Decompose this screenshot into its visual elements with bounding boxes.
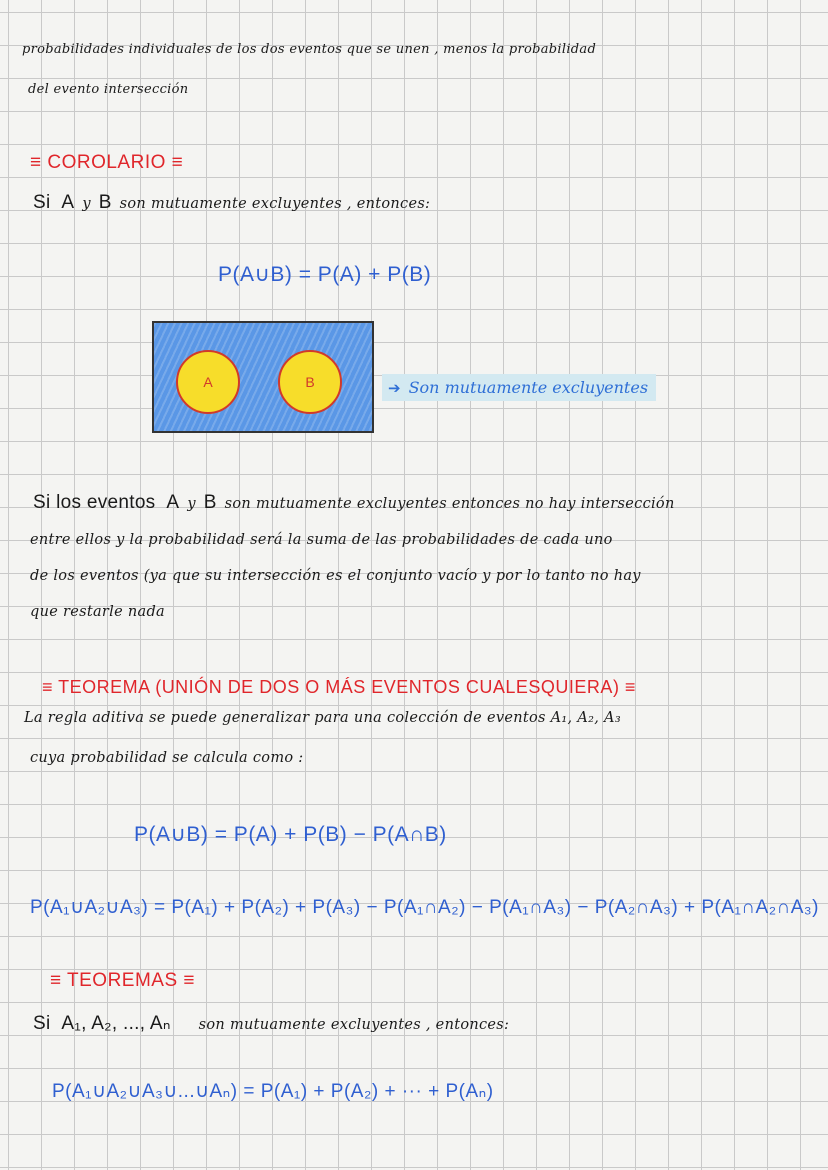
teoremas-si: Si	[33, 1013, 51, 1034]
teorema-formula-2: P(A₁∪A₂∪A₃) = P(A₁) + P(A₂) + P(A₃) − P(A₁∩A₂) − P(A₁∩A₃) − P(A₂∩A₃) + P(A₁∩A₂∩A₃)	[30, 897, 819, 918]
explanation-line-2: entre ellos y la probabilidad será la suma de las probabilidades de cada uno	[30, 532, 613, 548]
explanation-line-4: que restarle nada	[30, 604, 166, 620]
teorema-formula-1: P(A∪B) = P(A) + P(B) − P(A∩B)	[134, 823, 447, 846]
explanation-line-1	[30, 492, 675, 514]
explanation-conj: y	[187, 496, 196, 512]
teorema-line-2: cuya probabilidad se calcula como :	[30, 750, 304, 766]
teoremas-statement	[30, 1012, 509, 1035]
corolario-formula: P(A∪B) = P(A) + P(B)	[218, 263, 432, 286]
explanation-si: Si los eventos	[33, 492, 156, 513]
venn-callout-text: Son mutuamente excluyentes	[408, 378, 649, 397]
corolario-letter-a: A	[61, 192, 75, 213]
corolario-heading: ≡ COROLARIO ≡	[30, 152, 184, 173]
venn-circle-a: A	[176, 350, 240, 414]
venn-callout	[382, 374, 656, 401]
teoremas-sequence: A₁, A₂, ..., Aₙ	[61, 1013, 171, 1034]
teoremas-statement-post: son mutuamente excluyentes , entonces:	[198, 1017, 510, 1033]
intro-line-1: probabilidades individuales de los dos eventos que se unen , menos la probabilidad	[22, 42, 597, 57]
teoremas-heading: ≡ TEOREMAS ≡	[50, 970, 196, 991]
intro-line-2: del evento intersección	[28, 82, 189, 97]
explanation-letter-a: A	[166, 492, 180, 513]
explanation-letter-b: B	[203, 492, 217, 513]
arrow-right-icon: ➔	[388, 378, 401, 397]
teorema-line-1: La regla aditiva se puede generalizar para una colección de eventos A₁, A₂, A₃	[24, 710, 621, 726]
corolario-si: Si	[33, 192, 51, 213]
teorema-heading: ≡ TEOREMA (UNIÓN DE DOS O MÁS EVENTOS CUALESQUIERA) ≡	[42, 677, 636, 697]
venn-diagram	[152, 321, 374, 433]
explanation-line-3: de los eventos (ya que su intersección es el conjunto vacío y por lo tanto no hay	[30, 568, 641, 584]
corolario-conj: y	[82, 196, 91, 212]
corolario-statement	[30, 192, 430, 214]
teoremas-formula: P(A₁∪A₂∪A₃∪...∪Aₙ) = P(A₁) + P(A₂) + ··· + P(Aₙ)	[52, 1081, 494, 1102]
corolario-letter-b: B	[98, 192, 112, 213]
corolario-statement-post: son mutuamente excluyentes , entonces:	[119, 196, 431, 212]
venn-circle-b: B	[278, 350, 342, 414]
explanation-line-1-post: son mutuamente excluyentes entonces no hay intersección	[224, 496, 675, 512]
